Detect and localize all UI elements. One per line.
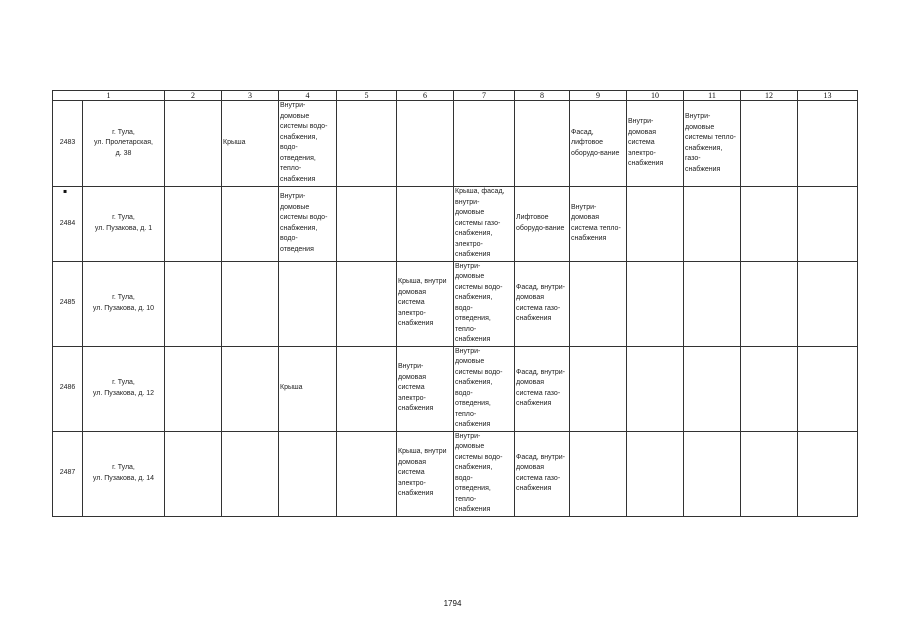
work-cell-col-4 [279,187,337,262]
work-cell-col-10 [627,431,684,516]
work-cell-col-8 [515,261,570,346]
work-text-line: снабжения, [280,133,318,141]
work-text-line: Внутри- [455,347,481,355]
work-cell-col-11 [684,431,741,516]
work-cell-col-5 [337,261,397,346]
address-line: г. Тула, [112,379,135,386]
work-text-line: снабжения, [455,464,493,471]
work-text-line: тепло- [455,325,477,333]
work-cell-col-13 [798,187,858,262]
work-text-line: отведения, [455,315,491,322]
work-cell-col-6 [397,261,454,346]
work-cell-col-9 [570,101,627,187]
work-text-line: домовая [398,373,427,381]
work-text-line: снабжения, [685,144,723,152]
column-header-6: 6 [397,91,454,101]
work-text-line: снабжения, [455,379,493,386]
work-text-line: домовые [455,358,485,365]
work-cell-col-3 [222,101,279,187]
work-cell-col-2 [165,261,222,346]
work-cell-col-5 [337,431,397,516]
work-cell-col-7 [454,187,515,262]
column-header-10: 10 [627,91,684,101]
work-text-line: газо- [685,155,701,162]
work-text-line: Внутри- [455,262,481,270]
work-text-line: отведения, [455,400,491,407]
work-text-line: внутри- [455,198,480,206]
work-text-line: системы водо- [280,123,328,130]
work-text-line: системы газо- [455,219,501,227]
work-cell-col-8 [515,187,570,262]
row-number: 2487 [53,431,83,516]
column-header-8: 8 [515,91,570,101]
work-text-line: снабжения [455,336,491,343]
work-text-line: водо- [455,389,473,397]
work-text-line: электро- [628,149,656,157]
work-text-line: снабжения, [280,224,318,232]
work-text-line: домовая [398,458,427,466]
work-text-line: Внутри- [280,193,306,201]
work-cell-col-9 [570,187,627,262]
work-text-line: электро- [398,394,426,402]
work-cell-col-2 [165,431,222,516]
work-cell-col-2 [165,101,222,187]
column-header-13: 13 [798,91,858,101]
work-text-line: система газо- [516,389,561,397]
work-text-line: снабжения [516,400,552,407]
work-text-line: снабжения [455,506,491,513]
work-text-line: водо- [280,235,298,243]
work-text-line: отведения, [280,154,316,162]
address-line: г. Тула, [112,464,135,471]
address-cell [83,187,165,262]
address-line: ул. Пузакова, д. 10 [92,304,155,312]
work-cell-col-11 [684,346,741,431]
work-text-line: Фасад, внутри- [516,283,566,291]
work-text-line: тепло- [455,410,477,418]
work-text-line: Внутри- [280,102,306,109]
work-text-line: системы водо- [455,453,503,461]
work-text-line: система газо- [516,474,561,482]
work-cell-col-9 [570,431,627,516]
work-cell-col-12 [741,101,798,187]
work-text-line: снабжения [398,320,434,328]
work-cell-col-13 [798,261,858,346]
work-text-line: Лифтовое [516,214,549,222]
work-text-line: Фасад, внутри- [516,368,566,376]
work-text-line: водо- [455,304,473,312]
work-text-line: электро- [398,479,426,487]
work-cell-col-7 [454,431,515,516]
work-cell-col-7 [454,261,515,346]
work-text-line: Крыша [223,139,246,147]
work-cell-col-2 [165,187,222,262]
work-text-line: оборудо-вание [571,149,620,157]
work-text-line: домовые [455,443,485,450]
row-number: 2483 [53,101,83,187]
address-cell [83,431,165,516]
work-cell-col-10 [627,187,684,262]
work-cell-col-4 [279,431,337,516]
work-text-line: системы водо- [455,368,503,376]
work-text-line: снабжения, [455,230,493,237]
column-header-9: 9 [570,91,627,101]
table-row [53,346,858,431]
column-header-5: 5 [337,91,397,101]
work-text-line: снабжения [571,235,607,243]
table-row [53,261,858,346]
work-text-line: Фасад, [571,128,594,136]
work-text-line: Фасад, внутри- [516,453,566,461]
work-text-line: домовые [280,112,310,120]
work-text-line: снабжения [685,165,721,173]
work-cell-col-12 [741,431,798,516]
work-cell-col-10 [627,101,684,187]
address-line: ул. Пузакова, д. 14 [92,474,155,482]
work-cell-col-4 [279,101,337,187]
work-text-line: снабжения [455,251,491,258]
work-text-line: домовая [516,464,545,471]
work-text-line: система тепло- [571,224,621,232]
work-text-line: снабжения, [455,294,493,301]
work-text-line: Внутри- [455,432,481,440]
work-text-line: Внутри- [398,363,424,371]
work-text-line: Внутри- [628,118,654,126]
work-text-line: системы водо- [280,214,328,222]
work-text-line: система [628,139,655,147]
register-table [52,90,858,517]
work-text-line: домовая [516,294,545,301]
work-text-line: система [398,299,425,307]
address-line: ул. Пузакова, д. 12 [92,389,155,397]
work-cell-col-13 [798,346,858,431]
work-text-line: тепло- [455,495,477,503]
work-text-line: домовая [628,128,657,136]
column-header-2: 2 [165,91,222,101]
work-cell-col-3 [222,261,279,346]
work-text-line: водо- [280,144,298,151]
address-line: г. Тула, [112,128,135,136]
work-text-line: системы водо- [455,283,503,291]
column-header-1: 1 [53,91,165,101]
work-text-line: Крыша [280,384,303,392]
work-cell-col-6 [397,431,454,516]
address-line: ул. Пузакова, д. 1 [94,224,153,232]
work-text-line: домовые [455,273,485,280]
address-line: ул. Пролетарская, [94,139,153,147]
work-text-line: Крыша, фасад, [455,188,505,195]
column-header-11: 11 [684,91,741,101]
work-cell-col-8 [515,101,570,187]
work-text-line: домовые [455,209,485,216]
work-text-line: оборудо-вание [516,224,565,232]
work-text-line: снабжения [516,315,552,322]
work-text-line: электро- [398,309,426,317]
address-cell [83,261,165,346]
work-text-line: электро- [455,240,483,248]
work-cell-col-8 [515,346,570,431]
work-text-line: отведения, [455,485,491,492]
address-line: д. 38 [115,149,132,157]
work-text-line: снабжения [516,485,552,492]
work-text-line: система [398,469,425,477]
work-cell-col-4 [279,346,337,431]
work-text-line: снабжения [398,405,434,413]
work-text-line: Внутри- [571,203,597,211]
work-text-line: снабжения [455,421,491,428]
work-cell-col-12 [741,187,798,262]
work-cell-col-9 [570,346,627,431]
column-header-4: 4 [279,91,337,101]
work-cell-col-13 [798,431,858,516]
work-text-line: домовые [685,123,715,131]
work-cell-col-8 [515,431,570,516]
work-cell-col-5 [337,101,397,187]
work-cell-col-11 [684,187,741,262]
work-text-line: система газо- [516,304,561,312]
work-text-line: снабжения [628,160,664,168]
row-number: 2484 [53,187,83,262]
work-cell-col-3 [222,431,279,516]
work-cell-col-7 [454,346,515,431]
work-text-line: домовая [571,214,600,222]
address-cell [83,101,165,187]
work-cell-col-9 [570,261,627,346]
work-text-line: Внутри- [685,113,711,120]
work-text-line: водо- [455,474,473,482]
work-cell-col-3 [222,187,279,262]
work-cell-col-12 [741,346,798,431]
address-cell [83,346,165,431]
work-text-line: домовая [398,288,427,296]
work-cell-col-11 [684,261,741,346]
work-cell-col-6 [397,101,454,187]
work-cell-col-2 [165,346,222,431]
page-number: 1794 [443,599,462,608]
work-cell-col-13 [798,101,858,187]
work-cell-col-5 [337,187,397,262]
table-row [53,187,858,262]
column-header-12: 12 [741,91,798,101]
work-text-line: снабжения [398,490,434,498]
work-text-line: система [398,384,425,392]
work-cell-col-6 [397,187,454,262]
work-text-line: домовая [516,379,545,386]
row-number: 2486 [53,346,83,431]
address-line: г. Тула, [112,214,135,222]
work-cell-col-12 [741,261,798,346]
margin-mark: ▪ [63,188,68,195]
work-text-line: отведения [280,245,314,253]
work-cell-col-11 [684,101,741,187]
work-text-line: лифтовое [571,139,604,147]
work-cell-col-3 [222,346,279,431]
column-header-7: 7 [454,91,515,101]
work-cell-col-6 [397,346,454,431]
work-text-line: домовые [280,203,310,211]
row-number: 2485 [53,261,83,346]
work-cell-col-5 [337,346,397,431]
work-text-line: Крыша, внутри [398,278,447,286]
column-header-3: 3 [222,91,279,101]
work-cell-col-10 [627,346,684,431]
work-cell-col-7 [454,101,515,187]
table-row [53,431,858,516]
table-row [53,101,858,187]
work-text-line: снабжения [280,175,316,183]
work-cell-col-10 [627,261,684,346]
work-text-line: тепло- [280,165,302,172]
work-cell-col-4 [279,261,337,346]
header-row [53,91,858,101]
work-text-line: системы тепло- [685,134,736,141]
work-text-line: Крыша, внутри [398,448,447,456]
address-line: г. Тула, [112,294,135,301]
